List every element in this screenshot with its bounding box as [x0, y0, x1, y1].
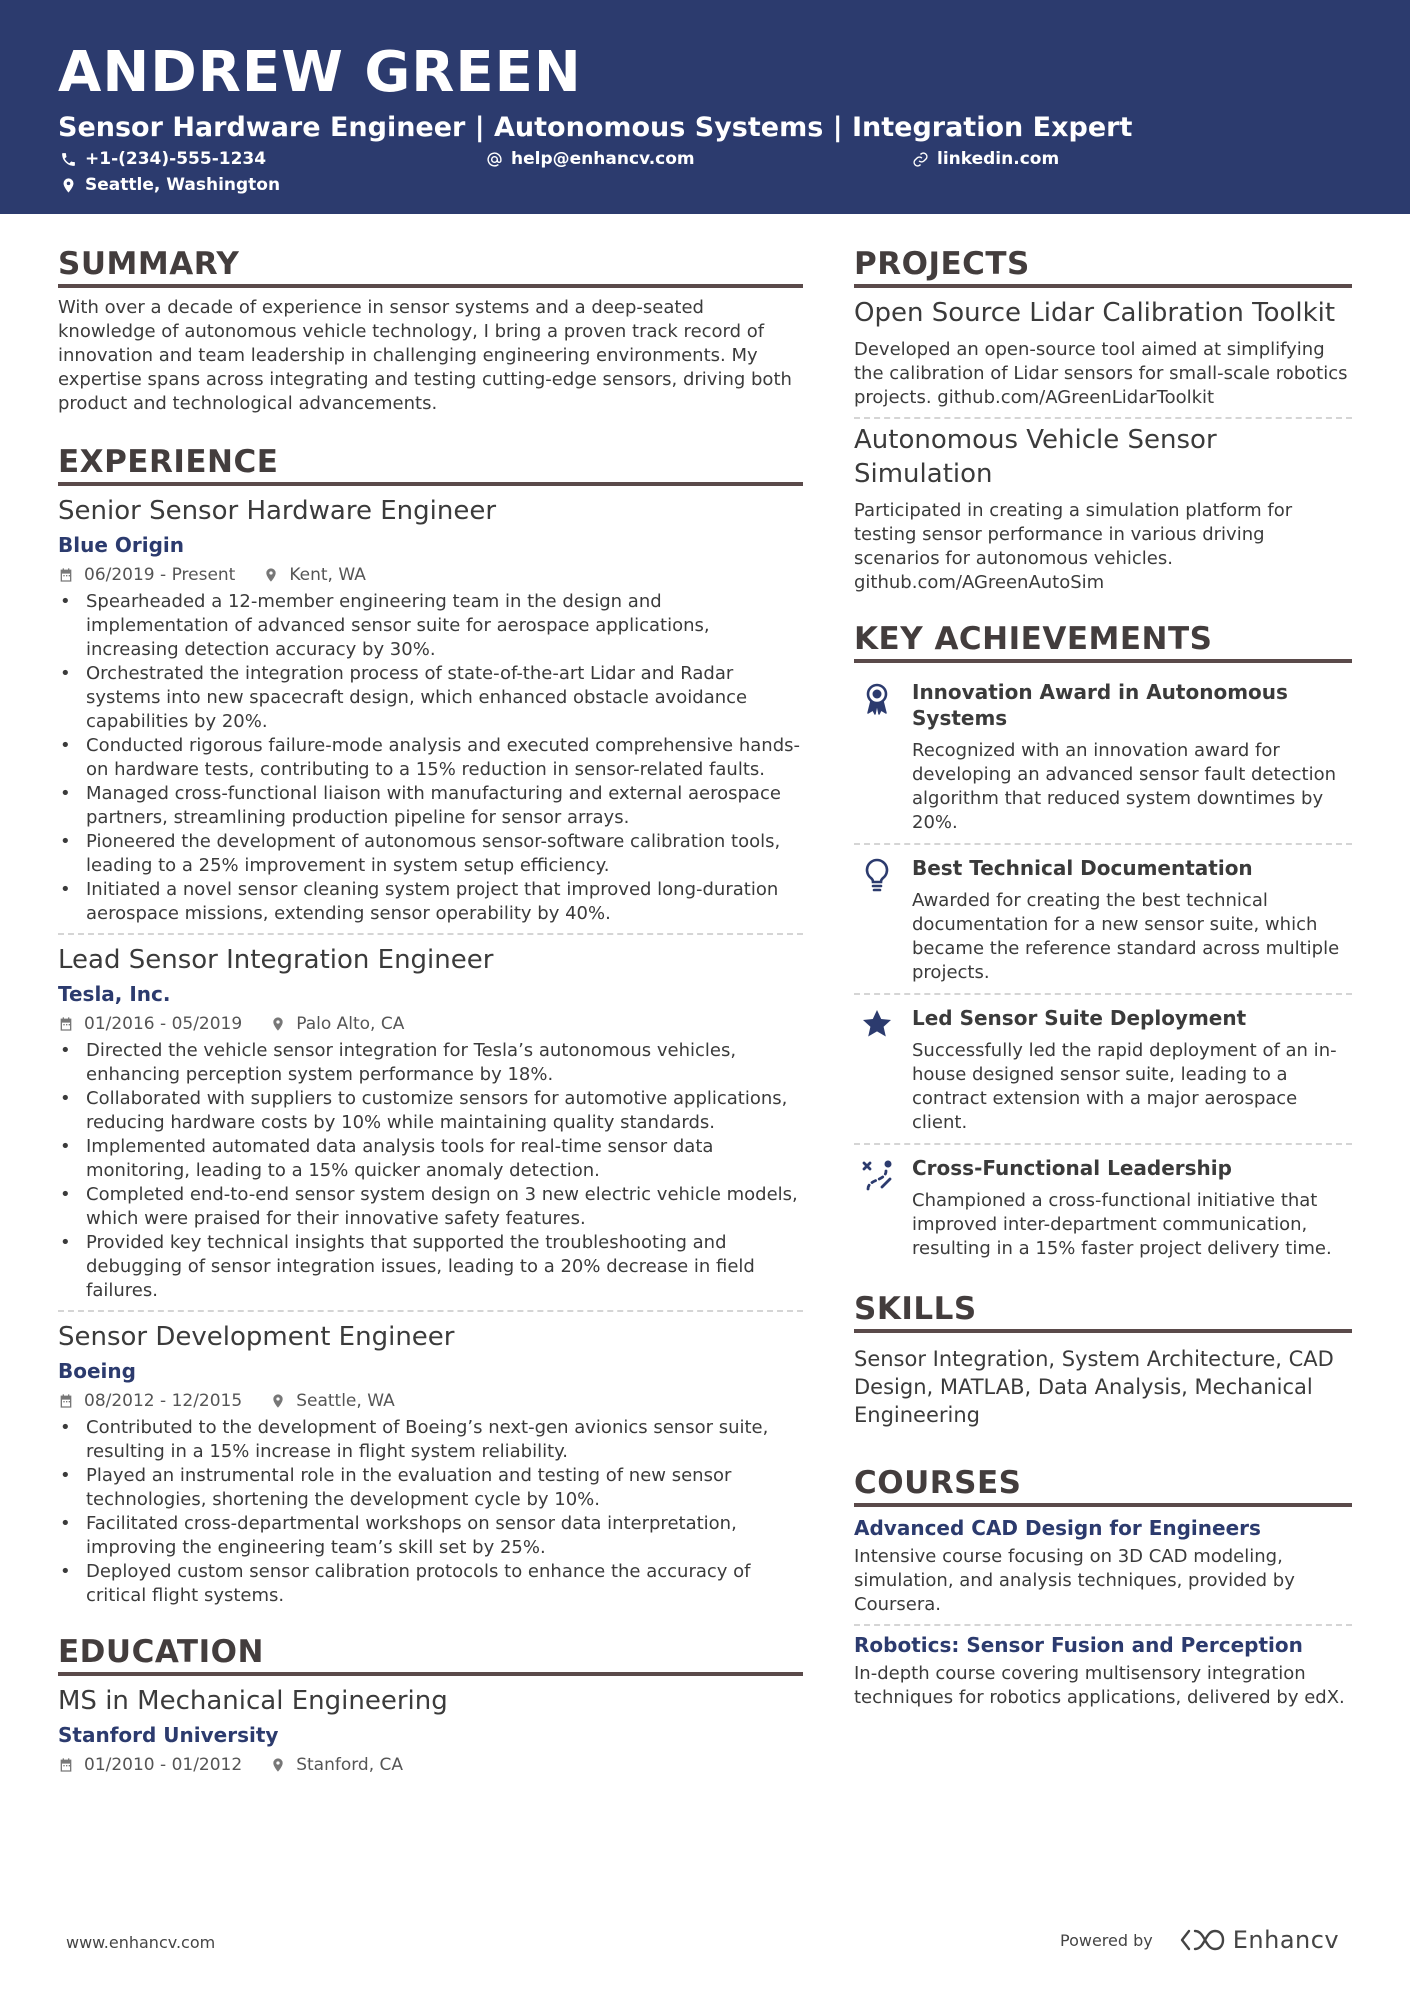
linkedin-text: linkedin.com: [937, 149, 1060, 169]
job-bullet: • Managed cross-functional liaison with manufacturing and external aerospace partners, streamlining production pipeline for sensor arrays.: [58, 782, 803, 830]
job-bullet: • Completed end-to-end sensor system design on 3 new electric vehicle models, which were praised for their innovative safety features.: [58, 1183, 803, 1231]
summary-heading: SUMMARY: [58, 246, 803, 288]
enhancv-logo[interactable]: [1179, 1926, 1339, 1954]
project-description: Participated in creating a simulation platform for testing sensor performance in various driving scenarios for autonomous vehicles. github.com/AGreenAutoSim: [854, 500, 1293, 593]
job-title: Sensor Development Engineer: [58, 1322, 455, 1352]
divider: [58, 933, 803, 935]
footer-branding: [1060, 1926, 1339, 1954]
map-pin-icon: [270, 1016, 286, 1032]
achievement-entry: [854, 1147, 1352, 1261]
job-bullet: • Provided key technical insights that supported the troubleshooting and debugging of sensor integration issues, leading to a 20% decrease in field failures.: [58, 1231, 803, 1303]
map-pin-icon: [60, 177, 77, 194]
job-meta: [58, 1013, 803, 1035]
achievement-description: Successfully led the rapid deployment of an in-house designed sensor suite, leading to a contract extension with a major aerospace client.: [912, 1040, 1337, 1133]
job-bullet: • Orchestrated the integration process of state-of-the-art Lidar and Radar systems into new spacecraft design, which enhanced obstacle avoidance capabilities by 20%.: [58, 662, 803, 734]
achievement-icon-wrap: [854, 1005, 912, 1135]
job-bullet: • Pioneered the development of autonomous sensor-software calibration tools, leading to a 25% improvement in system setup efficiency.: [58, 830, 803, 878]
job-location: [270, 1390, 395, 1412]
course-title: Robotics: Sensor Fusion and Perception: [854, 1633, 1303, 1657]
project-list: [854, 296, 1352, 595]
achievement-title: Cross-Functional Leadership: [912, 1156, 1232, 1180]
achievement-body: [912, 679, 1352, 835]
achievement-icon-wrap: [854, 855, 912, 985]
experience-heading: EXPERIENCE: [58, 444, 803, 486]
courses-section: [854, 1465, 1352, 1710]
achievement-body: [912, 1155, 1352, 1261]
projects-heading: PROJECTS: [854, 246, 1352, 288]
job-bullet: • Initiated a novel sensor cleaning system project that improved long-duration aerospace missions, extending sensor operability by 40%.: [58, 878, 803, 926]
job-dates-text: 01/2016 - 05/2019: [84, 1014, 243, 1034]
achievement-title: Led Sensor Suite Deployment: [912, 1006, 1247, 1030]
left-column: [58, 246, 803, 1776]
job-dates-text: 08/2012 - 12/2015: [84, 1391, 243, 1411]
achievements-section: [854, 621, 1352, 1261]
job-bullet: • Facilitated cross-departmental workshops on sensor data interpretation, improving the engineering team’s skill set by 25%.: [58, 1512, 803, 1560]
summary-text: With over a decade of experience in sensor systems and a deep-seated knowledge of autonomous vehicle technology, I bring a proven track record of innovation and team leadership in challenging engineering environments. My expertise spans across integrating and testing cutting-edge sensors, driving both product and technological advancements.: [58, 297, 792, 414]
divider: [854, 1624, 1352, 1626]
education-dates: [58, 1754, 242, 1776]
job-meta: [58, 564, 803, 586]
achievement-icon-wrap: [854, 1155, 912, 1261]
achievement-entry: [854, 671, 1352, 835]
link-icon: [912, 151, 929, 168]
job-bullets: [58, 1039, 803, 1303]
job-bullet: • Conducted rigorous failure-mode analysis and executed comprehensive hands-on hardware tests, contributing to a 15% reduction in sensor-related faults.: [58, 734, 803, 782]
education-meta: [58, 1754, 803, 1776]
job-dates: [58, 1390, 242, 1412]
course-title: Advanced CAD Design for Engineers: [854, 1516, 1261, 1540]
job-title: Senior Sensor Hardware Engineer: [58, 496, 497, 526]
education-section: [58, 1634, 803, 1776]
achievement-title: Innovation Award in Autonomous Systems: [912, 680, 1288, 730]
achievement-description: Championed a cross-functional initiative that improved inter-department communication, resulting in a 15% faster project delivery time.: [912, 1190, 1332, 1259]
company-name: Tesla, Inc.: [58, 982, 171, 1006]
job-bullet: • Implemented automated data analysis tools for real-time sensor data monitoring, leading to a 15% quicker anomaly detection.: [58, 1135, 803, 1183]
at-icon: [486, 151, 503, 168]
calendar-icon: [58, 1393, 74, 1409]
courses-heading: COURSES: [854, 1465, 1352, 1507]
job-location-text: Seattle, WA: [296, 1391, 395, 1411]
job-dates: [58, 1013, 242, 1035]
calendar-icon: [58, 1016, 74, 1032]
job-meta: [58, 1390, 803, 1412]
achievement-entry: [854, 997, 1352, 1135]
experience-section: [58, 444, 803, 1608]
divider: [854, 1143, 1352, 1145]
projects-section: [854, 246, 1352, 595]
achievement-title: Best Technical Documentation: [912, 856, 1253, 880]
course-list: [854, 1515, 1352, 1710]
location-contact: [60, 175, 280, 195]
skills-section: [854, 1291, 1352, 1429]
candidate-headline: Sensor Hardware Engineer | Autonomous Systems | Integration Expert: [58, 112, 1133, 143]
job-entry: [58, 943, 803, 1303]
achievement-entry: [854, 847, 1352, 985]
course-description: In-depth course covering multisensory integration techniques for robotics applications, delivered by edX.: [854, 1663, 1345, 1708]
achievement-icon-wrap: [854, 679, 912, 835]
calendar-icon: [58, 1757, 74, 1773]
email-contact[interactable]: [486, 149, 695, 169]
education-dates-text: 01/2010 - 01/2012: [84, 1755, 243, 1775]
achievement-body: [912, 855, 1352, 985]
education-location-text: Stanford, CA: [296, 1755, 404, 1775]
job-location: [270, 1013, 404, 1035]
project-entry: [854, 423, 1352, 595]
job-location-text: Kent, WA: [289, 565, 366, 585]
location-text: Seattle, Washington: [85, 175, 281, 195]
achievement-description: Awarded for creating the best technical documentation for a new sensor suite, which became the reference standard across multiple projects.: [912, 890, 1340, 983]
job-bullet: • Deployed custom sensor calibration protocols to enhance the accuracy of critical flight systems.: [58, 1560, 803, 1608]
skills-text: Sensor Integration, System Architecture, CAD Design, MATLAB, Data Analysis, Mechanical Engineering: [854, 1347, 1334, 1427]
project-title: Autonomous Vehicle Sensor Simulation: [854, 425, 1217, 489]
achievement-body: [912, 1005, 1352, 1135]
job-location-text: Palo Alto, CA: [296, 1014, 405, 1034]
divider: [854, 843, 1352, 845]
star-icon: [860, 1007, 894, 1043]
phone-icon: [60, 151, 77, 168]
job-dates: [58, 564, 235, 586]
job-bullet: • Collaborated with suppliers to customize sensors for automotive applications, reducing hardware costs by 10% while maintaining quality standards.: [58, 1087, 803, 1135]
project-title: Open Source Lidar Calibration Toolkit: [854, 298, 1336, 328]
map-pin-icon: [270, 1757, 286, 1773]
skills-heading: SKILLS: [854, 1291, 1352, 1333]
job-bullet: • Spearheaded a 12-member engineering team in the design and implementation of advanced sensor suite for aerospace applications, increasing detection accuracy by 30%.: [58, 590, 803, 662]
map-pin-icon: [270, 1393, 286, 1409]
job-bullets: [58, 1416, 803, 1608]
company-name: Blue Origin: [58, 533, 184, 557]
job-bullet: • Directed the vehicle sensor integration for Tesla’s autonomous vehicles, enhancing perception system performance by 18%.: [58, 1039, 803, 1087]
job-bullet: • Played an instrumental role in the evaluation and testing of new sensor technologies, shortening the development cycle by 10%.: [58, 1464, 803, 1512]
achievement-list: [854, 671, 1352, 1261]
degree-title: MS in Mechanical Engineering: [58, 1686, 448, 1716]
enhancv-logo-icon: [1179, 1927, 1225, 1953]
job-bullets: [58, 590, 803, 926]
education-location: [270, 1754, 403, 1776]
lightbulb-icon: [860, 857, 894, 893]
email-text: help@enhancv.com: [511, 149, 695, 169]
job-entry: [58, 1320, 803, 1608]
job-location: [263, 564, 366, 586]
job-dates-text: 06/2019 - Present: [84, 565, 236, 585]
calendar-icon: [58, 567, 74, 583]
achievements-heading: KEY ACHIEVEMENTS: [854, 621, 1352, 663]
map-pin-icon: [263, 567, 279, 583]
project-entry: [854, 296, 1352, 410]
header-banner: [0, 0, 1410, 214]
enhancv-logo-text: Enhancv: [1232, 1926, 1340, 1954]
course-entry: [854, 1632, 1352, 1710]
right-column: [854, 246, 1352, 1710]
education-heading: EDUCATION: [58, 1634, 803, 1676]
divider: [854, 417, 1352, 419]
footer-website[interactable]: www.enhancv.com: [66, 1933, 216, 1952]
achievement-description: Recognized with an innovation award for developing an advanced sensor fault detection algorithm that reduced system downtimes by 20%.: [912, 740, 1336, 833]
linkedin-contact[interactable]: [912, 149, 1059, 169]
candidate-name: ANDREW GREEN: [58, 40, 582, 105]
award-icon: [860, 681, 894, 717]
phone-contact[interactable]: [60, 149, 266, 169]
summary-section: [58, 246, 803, 416]
divider: [854, 993, 1352, 995]
course-description: Intensive course focusing on 3D CAD modeling, simulation, and analysis techniques, provided by Coursera.: [854, 1546, 1295, 1615]
phone-text: +1-(234)-555-1234: [85, 149, 267, 169]
company-name: Boeing: [58, 1359, 136, 1383]
job-entry: [58, 494, 803, 926]
school-name: Stanford University: [58, 1723, 279, 1747]
divider: [58, 1310, 803, 1312]
project-description: Developed an open-source tool aimed at simplifying the calibration of Lidar sensors for small-scale robotics projects. github.com/AGreenLidarToolkit: [854, 339, 1348, 408]
job-list: [58, 494, 803, 1608]
course-entry: [854, 1515, 1352, 1617]
powered-by-label: Powered by: [1060, 1930, 1153, 1950]
job-title: Lead Sensor Integration Engineer: [58, 945, 494, 975]
job-bullet: • Contributed to the development of Boeing’s next-gen avionics sensor suite, resulting in a 15% increase in flight system reliability.: [58, 1416, 803, 1464]
route-icon: [860, 1157, 894, 1193]
